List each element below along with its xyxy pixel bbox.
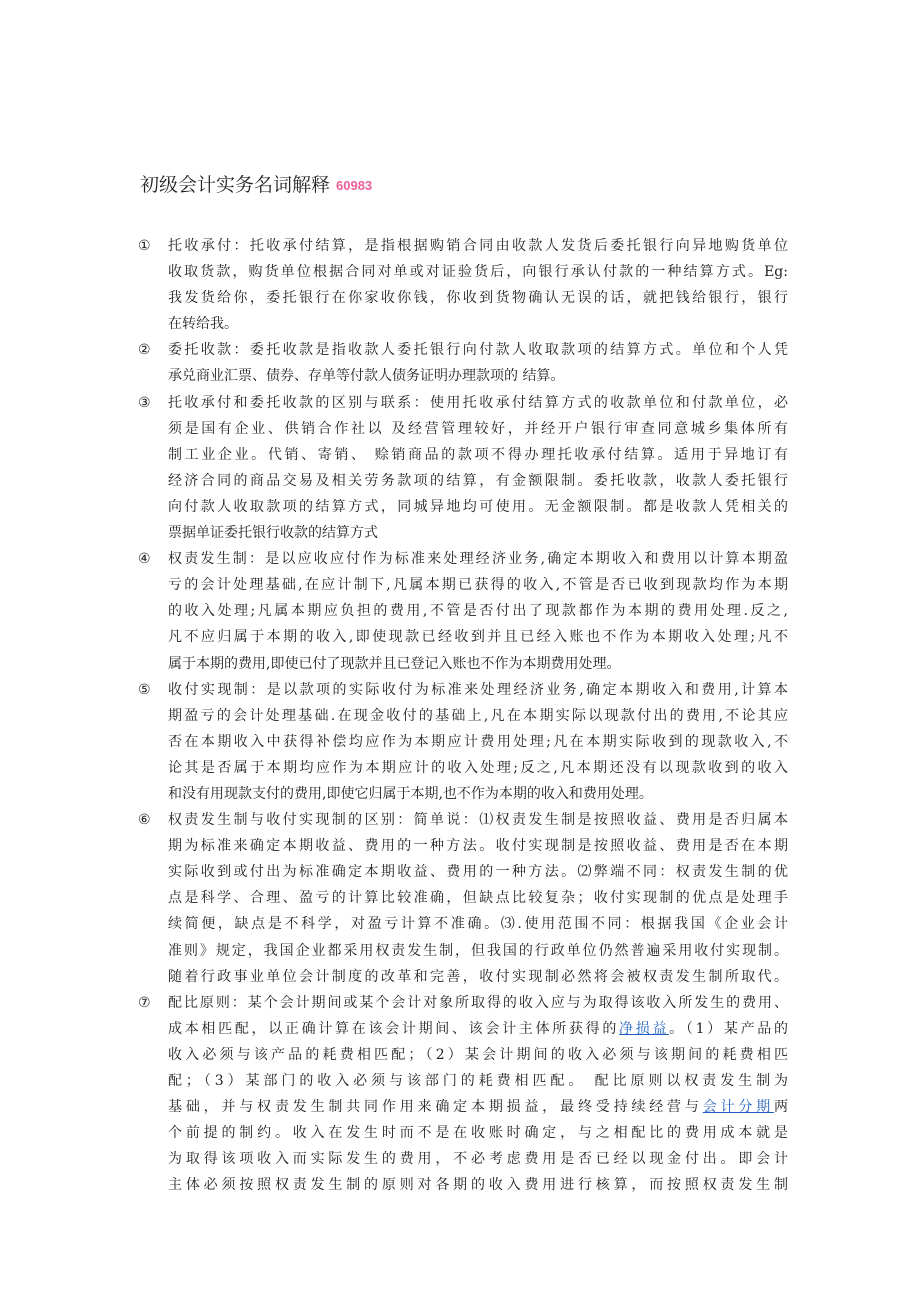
text-line: 凡不应归属于本期的收入,即使现款已经收到并且已经入账也不作为本期收入处理;凡不 [168,629,788,646]
list-item [138,990,788,1199]
item-number: ⑦ [138,994,151,1011]
text-line: 我发货给你，委托银行在你家收你钱，你收到货物确认无误的话，就把钱给银行，银行 [168,290,788,307]
item-text [168,546,788,676]
item-text [168,233,788,337]
text-line: 论其是否属于本期均应作为本期应计的收入处理;反之,凡本期还没有以现款收到的收入 [168,759,788,776]
text-line: 的收入处理;凡属本期应负担的费用,不管是否付出了现款都作为本期的费用处理.反之, [168,603,788,620]
item-text [168,807,788,990]
net-profit-link[interactable]: 净损益 [619,1020,670,1037]
list-item [138,807,788,990]
text-line: 托收承付：托收承付结算，是指根据购销合同由收款人发货后委托银行向异地购货单位 [168,238,788,254]
text-line: 权责发生制与收付实现制的区别：简单说：⑴权责发生制是按照收益、费用是否归属本 [168,812,788,829]
text-line: 期盈亏的会计处理基础.在现金收付的基础上,凡在本期实际以现款付出的费用,不论其应 [168,707,788,724]
text-line: 准则》规定，我国企业都采用权责发生制，但我国的行政单位仍然普遍采用收付实现制。 [168,942,788,959]
text-line: 收付实现制：是以款项的实际收付为标准来处理经济业务,确定本期收入和费用,计算本 [168,681,788,698]
list-item [138,677,788,807]
text-line: 配；（3）某部门的收入必须与该部门的耗费相匹配。 配比原则以权责发生制为 [168,1073,788,1089]
text-line: 须是国有企业、供销合作社以 及经营管理较好，并经开户银行审查同意城乡集体所有 [168,420,788,437]
item-number: ⑤ [138,681,151,698]
text-line: 为取得该项收入而实际发生的费用，不必考虑费用是否已经以现金付出。即会计 [168,1151,788,1168]
item-number: ③ [138,394,151,411]
text-line: 在转给我。 [168,316,238,333]
text-segment: 成本相匹配，以正确计算在该会计期间、该会计主体所获得的 [168,1020,620,1037]
text-line: 续简便，缺点是不科学，对盈亏计算不准确。⑶.使用范围不同：根据我国《企业会计 [168,916,788,933]
text-line: 配比原则：某个会计期间或某个会计对象所取得的收入应与为取得该收入所发生的费用、 [168,994,788,1011]
text-line: 个前提的制约。收入在发生时而不是在收账时确定，与之相配比的费用成本就是 [168,1125,788,1142]
title-text: 初级会计实务名词解释 [140,174,331,196]
text-line: 亏的会计处理基础,在应计制下,凡属本期已获得的收入,不管是否已收到现款均作为本期 [168,577,788,594]
item-number: ⑥ [138,812,151,829]
text-line: 收取货款，购货单位根据合同对单或对证验货后，向银行承认付款的一种结算方式。Eg: [168,264,788,281]
item-number: ① [138,238,151,254]
text-line: 收入必须与该产品的耗费相匹配；（2）某会计期间的收入必须与该期间的耗费相匹 [168,1046,788,1063]
term-list [138,233,788,1198]
page-title [140,170,372,197]
text-line: 承兑商业汇票、债券、存单等付款人债务证明办理款项的 结算。 [168,368,565,385]
accounting-period-link[interactable]: 会计分期 [702,1099,775,1116]
text-line [168,1016,788,1042]
item-text [168,677,788,807]
document-code: 60983 [336,178,373,193]
item-text [168,390,788,547]
text-segment: 。（1）某产品的 [669,1020,788,1037]
text-line: 向付款人收取款项的结算方式，同城异地均可使用。无金额限制。都是收款人凭相关的 [168,498,788,515]
text-line: 点是科学、合理、盈亏的计算比较准确，但缺点比较复杂；收付实现制的优点是处理手 [168,890,788,907]
item-number: ④ [138,551,151,568]
item-text [168,990,788,1199]
list-item [138,390,788,547]
text-line: 和没有用现款支付的费用,即使它归属于本期,也不作为本期的收入和费用处理。 [168,785,653,802]
text-line: 票据单证委托银行收款的结算方式 [168,525,378,542]
text-line: 托收承付和委托收款的区别与联系：使用托收承付结算方式的收款单位和付款单位，必 [168,394,788,411]
item-number: ② [138,342,151,359]
text-segment: 两 [774,1099,789,1116]
text-line: 主体必须按照权责发生制的原则对各期的收入费用进行核算，而按照权责发生制 [168,1177,788,1194]
item-text [168,337,788,389]
text-line [168,1094,788,1120]
text-line: 实际收到或付出为标准确定本期收益、费用的一种方法。⑵弊端不同：权责发生制的优 [168,864,788,881]
list-item [138,546,788,676]
text-line: 否在本期收入中获得补偿均应作为本期应计费用处理;凡在本期实际收到的现款收入,不 [168,733,788,750]
text-line: 委托收款：委托收款是指收款人委托银行向付款人收取款项的结算方式。单位和个人凭 [168,342,788,359]
list-item [138,337,788,389]
text-line: 权责发生制：是以应收应付作为标准来处理经济业务,确定本期收入和费用以计算本期盈 [168,551,788,568]
text-line: 制工业企业。代销、寄销、 赊销商品的款项不得办理托收承付结算。适用于异地订有 [168,446,788,463]
text-line: 属于本期的费用,即使已付了现款并且已登记入账也不作为本期费用处理。 [168,655,621,672]
text-line: 经济合同的商品交易及相关劳务款项的结算，有金额限制。委托收款，收款人委托银行 [168,472,788,489]
list-item [138,233,788,337]
text-line: 随着行政事业单位会计制度的改革和完善，收付实现制必然将会被权责发生制所取代。 [168,968,788,985]
text-segment: 基础，并与权责发生制共同作用来确定本期损益，最终受持续经营与 [168,1099,703,1116]
text-line: 期为标准来确定本期收益、费用的一种方法。收付实现制是按照收益、费用是否在本期 [168,838,788,855]
